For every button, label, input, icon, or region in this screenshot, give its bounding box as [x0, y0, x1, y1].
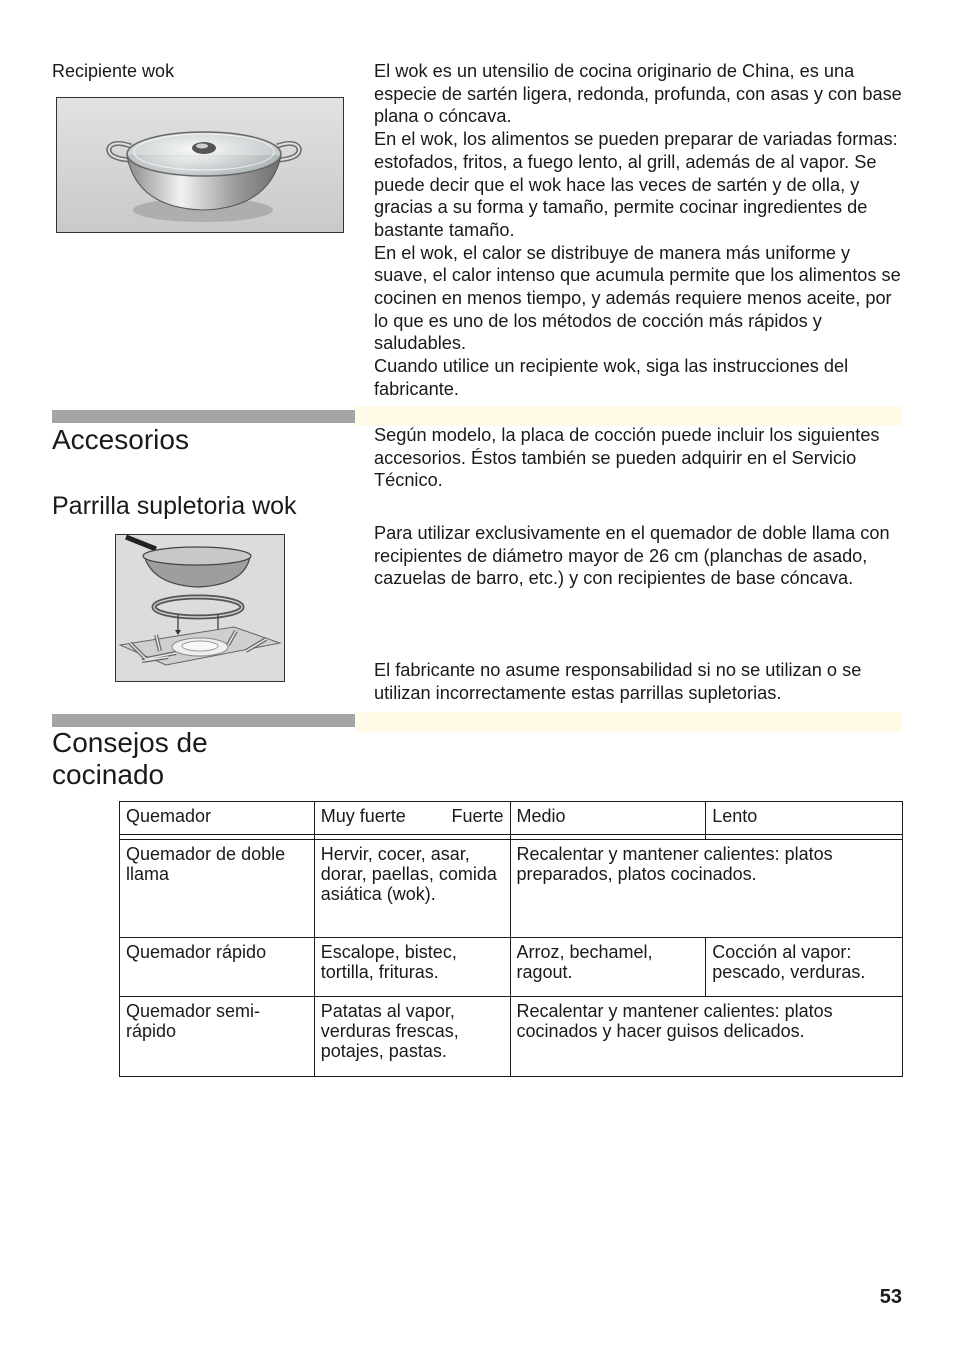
table-row [120, 938, 903, 997]
cell-high: Patatas al vapor, verduras frescas, potajes, pastas. [314, 997, 510, 1077]
header-lento: Lento [706, 802, 903, 835]
heading-consejos-line2: cocinado [52, 759, 165, 790]
heading-consejos-de-cocinado [52, 727, 208, 791]
page-number: 53 [879, 1286, 902, 1308]
table-row [120, 840, 903, 938]
parrilla-usage: Para utilizar exclusivamente en el quemador de doble llama con recipientes de diámetro mayor de 26 cm (planchas de asado, cazuelas de barro, etc.) y con recipientes de base cóncava. [374, 523, 890, 589]
header-muy-fuerte: Muy fuerte [320, 806, 406, 826]
table-row [120, 997, 903, 1077]
table-header-row [120, 802, 903, 835]
wok-grid-image [115, 534, 285, 682]
wok-paragraph-1: El wok es un utensilio de cocina originario de China, es una especie de sartén ligera, redonda, profunda, con asas y con base plana o cóncava. [374, 61, 902, 127]
cooking-tips-table [119, 801, 903, 1077]
wok-description [374, 60, 904, 401]
wok-caption: Recipiente wok [52, 61, 175, 81]
wok-paragraph-4: Cuando utilice un recipiente wok, siga las instrucciones del fabricante. [374, 356, 849, 399]
cell-burner: Quemador rápido [120, 938, 315, 997]
heading-consejos-line1: Consejos de [52, 727, 208, 758]
header-muy-fuerte-fuerte [314, 802, 510, 835]
cell-medium: Arroz, bechamel, ragout. [510, 938, 706, 997]
cell-medium-low: Recalentar y mantener calientes: platos cocinados y hacer guisos delicados. [510, 997, 903, 1077]
cell-burner: Quemador de doble llama [120, 840, 315, 938]
cell-high: Escalope, bistec, tortilla, frituras. [314, 938, 510, 997]
section-rule-consejos [52, 714, 355, 727]
header-medio: Medio [510, 802, 706, 835]
wok-paragraph-3: En el wok, el calor se distribuye de manera más uniforme y suave, el calor intenso que acumula permite que los alimentos se cocinen en menos tiempo, y además requiere menos aceite, por lo que es uno de los métodos de cocción más rápidos y saludables. [374, 242, 901, 354]
cell-low: Cocción al vapor: pescado, verduras. [706, 938, 903, 997]
parrilla-disclaimer: El fabricante no asume responsabilidad si no se utilizan o se utilizan incorrectamente estas parrillas supletorias. [374, 660, 862, 703]
section-band-accesorios [355, 406, 901, 426]
heading-accesorios: Accesorios [52, 424, 189, 455]
header-fuerte: Fuerte [451, 806, 504, 826]
wok-paragraph-2: En el wok, los alimentos se pueden preparar de variadas formas: estofados, fritos, a fuego lento, al grill, además de al vapor. Se puede decir que el wok hace las veces de sartén y de olla, y gracias a su forma y tamaño, permite cocinar ingredientes de bastante tamaño. [374, 129, 898, 240]
cell-burner: Quemador semi-rápido [120, 997, 315, 1077]
heading-parrilla-supletoria-wok: Parrilla supletoria wok [52, 492, 297, 520]
section-rule-accesorios [52, 410, 355, 423]
header-quemador: Quemador [120, 802, 315, 835]
cell-high: Hervir, cocer, asar, dorar, paellas, comida asiática (wok). [314, 840, 510, 938]
section-band-consejos [355, 712, 901, 732]
cell-medium-low: Recalentar y mantener calientes: platos preparados, platos cocinados. [510, 840, 903, 938]
accesorios-intro: Según modelo, la placa de cocción puede incluir los siguientes accesorios. Éstos también se pueden adquirir en el Servicio Técnico. [374, 425, 880, 491]
wok-pan-image [56, 97, 344, 233]
